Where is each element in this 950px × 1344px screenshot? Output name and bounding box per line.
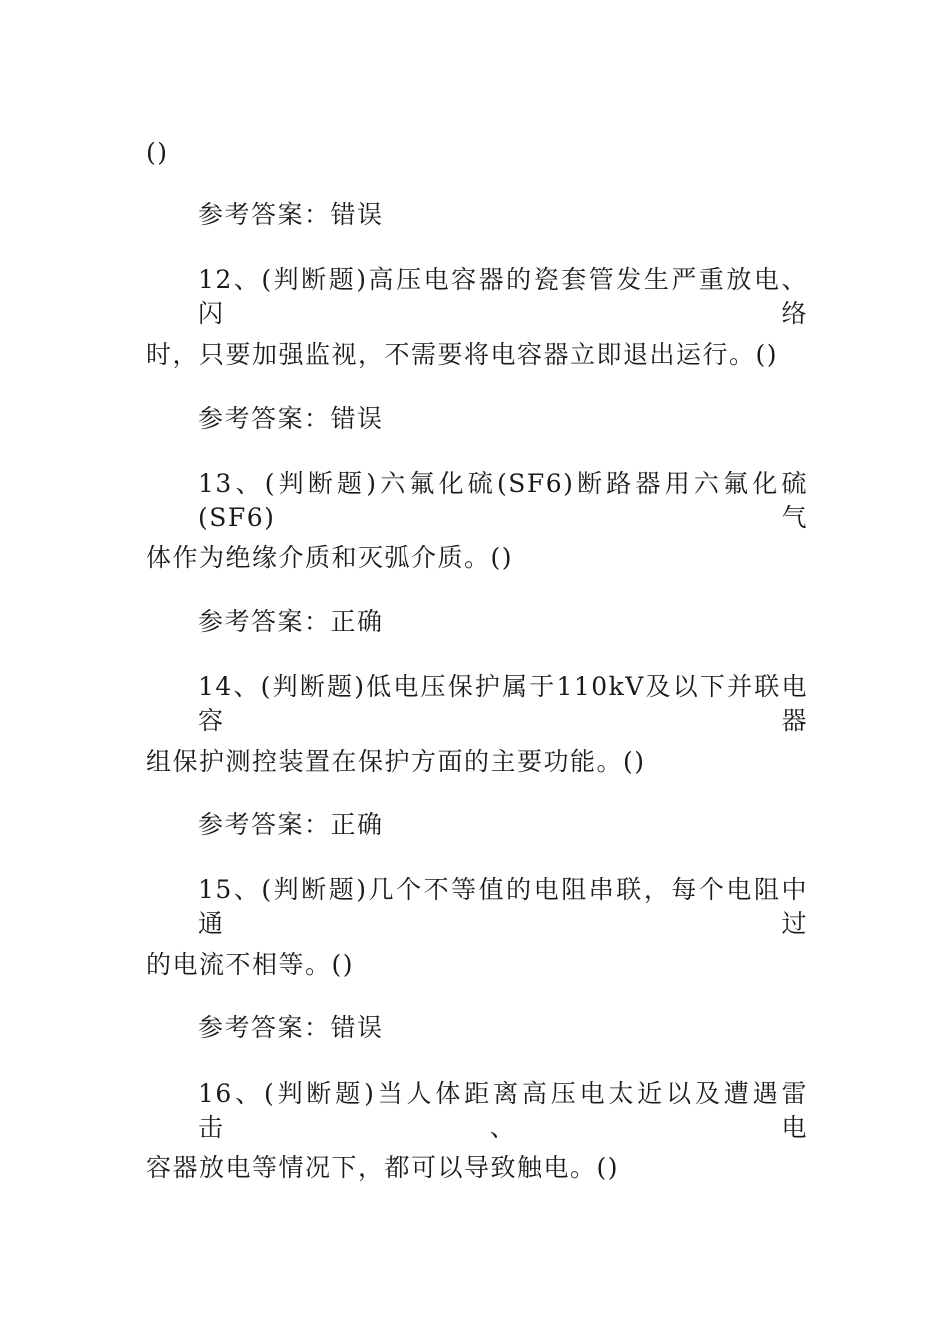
- question-14-line-2: 组保护测控装置在保护方面的主要功能。(): [146, 747, 646, 776]
- question-11-continuation: (): [146, 138, 169, 167]
- answer-15: 参考答案：错误: [198, 1013, 384, 1042]
- answer-12: 参考答案：错误: [198, 404, 384, 433]
- question-12-line-1: 12、(判断题)高压电容器的瓷套管发生严重放电、闪络: [198, 265, 808, 328]
- answer-14: 参考答案：正确: [198, 810, 384, 839]
- question-14-line-1: 14、(判断题)低电压保护属于110kV及以下并联电容器: [198, 672, 808, 735]
- question-16-line-1: 16、(判断题)当人体距离高压电太近以及遭遇雷击、电: [198, 1079, 808, 1142]
- answer-11: 参考答案：错误: [198, 200, 384, 229]
- question-13-line-1: 13、(判断题)六氟化硫(SF6)断路器用六氟化硫(SF6)气: [198, 469, 808, 532]
- question-13-line-2: 体作为绝缘介质和灭弧介质。(): [146, 543, 514, 572]
- question-15-line-2: 的电流不相等。(): [146, 950, 355, 979]
- question-15-line-1: 15、(判断题)几个不等值的电阻串联，每个电阻中通过: [198, 875, 808, 938]
- question-16-line-2: 容器放电等情况下，都可以导致触电。(): [146, 1153, 620, 1182]
- question-12-line-2: 时，只要加强监视，不需要将电容器立即退出运行。(): [146, 340, 779, 369]
- answer-13: 参考答案：正确: [198, 607, 384, 636]
